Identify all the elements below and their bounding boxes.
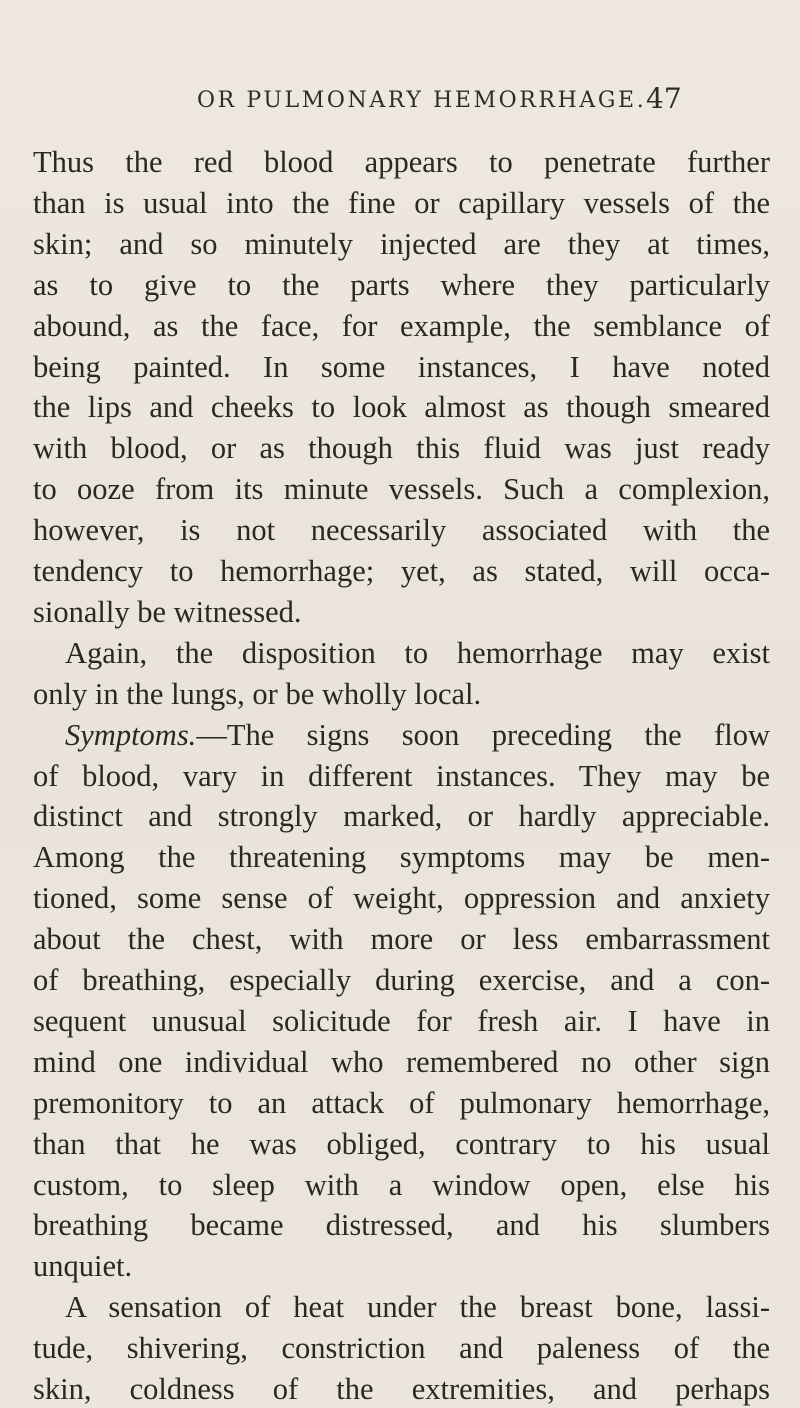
text-line: mind one individual who remembered no other sign — [33, 1044, 770, 1079]
text-line: Among the threatening symptoms may be men- — [33, 840, 770, 875]
text-line: distinct and strongly marked, or hardly appreciable. — [33, 799, 770, 834]
text-line: the lips and cheeks to look almost as though smeared — [33, 390, 770, 425]
text-line: sequent unusual solicitude for fresh air. I have in — [33, 1003, 770, 1038]
text-line: Thus the red blood appears to penetrate further — [33, 145, 770, 179]
text-line: only in the lungs, or be wholly local. — [33, 676, 482, 711]
text-line: as to give to the parts where they particularly — [33, 267, 770, 302]
text-line: however, is not necessarily associated with the — [33, 513, 770, 548]
text-line: tude, shivering, constriction and paleness of the — [33, 1331, 770, 1366]
text-line: with blood, or as though this fluid was just ready — [33, 431, 770, 466]
text-line: being painted. In some instances, I have noted — [33, 349, 770, 384]
text-line: than that he was obliged, contrary to his usual — [33, 1126, 770, 1161]
text-line: than is usual into the fine or capillary vessels of the — [33, 185, 770, 220]
section-heading-symptoms: Symptoms. — [65, 717, 197, 752]
page-header — [0, 82, 800, 122]
text-line: unquiet. — [33, 1249, 133, 1284]
page-number: 47 — [646, 82, 682, 115]
text-line: of blood, vary in different instances. They may be — [33, 758, 770, 793]
text-line: breathing became distressed, and his slumbers — [33, 1208, 770, 1243]
text-line: custom, to sleep with a window open, else his — [33, 1167, 770, 1202]
text-line: to ooze from its minute vessels. Such a complexion, — [33, 472, 770, 507]
text-line: skin, coldness of the extremities, and perhaps — [33, 1372, 770, 1406]
text-line: Symptoms.—The signs soon preceding the flow — [65, 717, 770, 752]
text-line: abound, as the face, for example, the semblance of — [33, 308, 770, 343]
text-line: skin; and so minutely injected are they at times, — [33, 226, 770, 261]
text-line: A sensation of heat under the breast bone, lassi- — [65, 1290, 770, 1325]
text-line: Again, the disposition to hemorrhage may exist — [65, 635, 770, 670]
text-line: tendency to hemorrhage; yet, as stated, will occa- — [33, 554, 770, 588]
text-line: about the chest, with more or less embarrassment — [33, 922, 770, 957]
text-line: premonitory to an attack of pulmonary hemorrhage, — [33, 1085, 770, 1120]
running-head: OR PULMONARY HEMORRHAGE. — [197, 88, 647, 113]
text-line: sionally be witnessed. — [33, 594, 302, 629]
text-line: tioned, some sense of weight, oppression and anxiety — [33, 881, 770, 916]
text-line: of breathing, especially during exercise, and a con- — [33, 963, 770, 997]
